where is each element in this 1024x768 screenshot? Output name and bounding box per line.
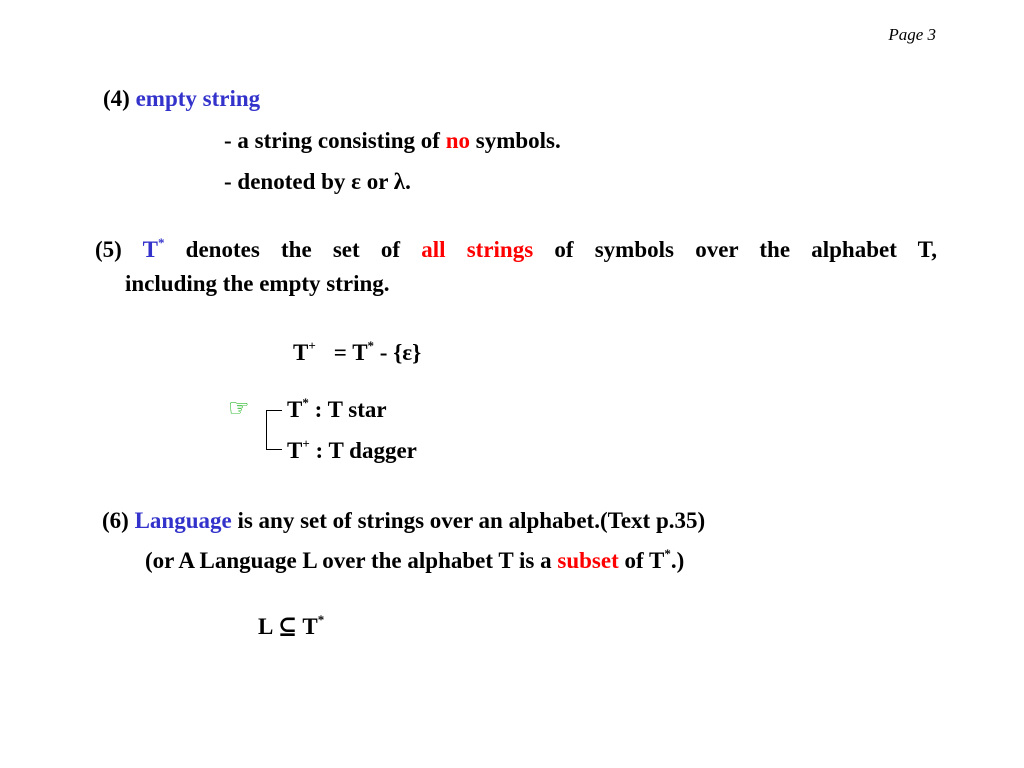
item-4-line-1 xyxy=(224,128,561,154)
item-6-line-2 xyxy=(145,548,684,574)
item-4-heading xyxy=(103,86,260,112)
subset-formula: L ⊆ T xyxy=(258,614,318,639)
item-4-line-1-highlight: no xyxy=(445,128,470,153)
item-4-term: empty string xyxy=(135,86,261,111)
item-4-line-1-text: - a string consisting of xyxy=(224,128,446,153)
item-5-highlight: all strings xyxy=(421,237,534,262)
item-6-term: Language xyxy=(134,508,232,533)
t-star-sup: * xyxy=(302,395,309,410)
item-5-text-3: of symbols xyxy=(554,237,674,262)
item-6-rest: is any set of strings over an alphabet.(Text p.35) xyxy=(231,508,706,533)
item-5-line-2: including the empty string. xyxy=(125,271,390,296)
item-5-term-sup: * xyxy=(157,235,165,250)
item-6-line-2-end: .) xyxy=(670,548,685,573)
t-dagger-sup: + xyxy=(302,436,310,451)
pointing-hand-icon: ☞ xyxy=(228,396,250,422)
item-6-formula xyxy=(258,613,324,640)
bracket-line xyxy=(266,410,282,450)
item-6-line-2-mid: of T xyxy=(618,548,665,573)
item-4-line-1-end: symbols. xyxy=(470,128,561,153)
item-5-term xyxy=(143,237,165,262)
item-5-line-1 xyxy=(95,237,937,263)
t-dagger-t: T xyxy=(287,438,303,463)
t-star-t: T xyxy=(287,397,303,422)
formula-eq: = T xyxy=(333,340,368,365)
item-5-number: (5) xyxy=(95,237,122,262)
item-5-text-4: over the alphabet T, xyxy=(695,237,938,262)
item-4-line-2: - denoted by ε or λ. xyxy=(224,169,411,194)
item-5-text-1: denotes xyxy=(185,237,260,262)
t-dagger-label: : T dagger xyxy=(309,438,417,463)
item-6-line-2-text: (or A Language L over the alphabet T is a xyxy=(145,548,558,573)
item-6-line-1 xyxy=(102,508,705,534)
item-6-highlight: subset xyxy=(557,548,619,573)
formula-star-sup: * xyxy=(367,338,375,353)
item-6-line-2-sup: * xyxy=(664,546,671,561)
item-5-formula xyxy=(293,340,421,366)
t-star-label: : T star xyxy=(308,397,387,422)
formula-plus-sup: + xyxy=(308,338,316,353)
item-6-number: (6) xyxy=(102,508,129,533)
item-5-term-t: T xyxy=(142,237,158,262)
page-number: Page 3 xyxy=(888,25,936,44)
formula-rest: - {ε} xyxy=(374,340,422,365)
formula-t: T xyxy=(293,340,309,365)
item-5-text-2: the set of xyxy=(281,237,401,262)
t-dagger-line xyxy=(287,438,417,464)
subset-formula-sup: * xyxy=(317,612,325,627)
t-star-line xyxy=(287,397,387,423)
item-4-number: (4) xyxy=(103,86,130,111)
